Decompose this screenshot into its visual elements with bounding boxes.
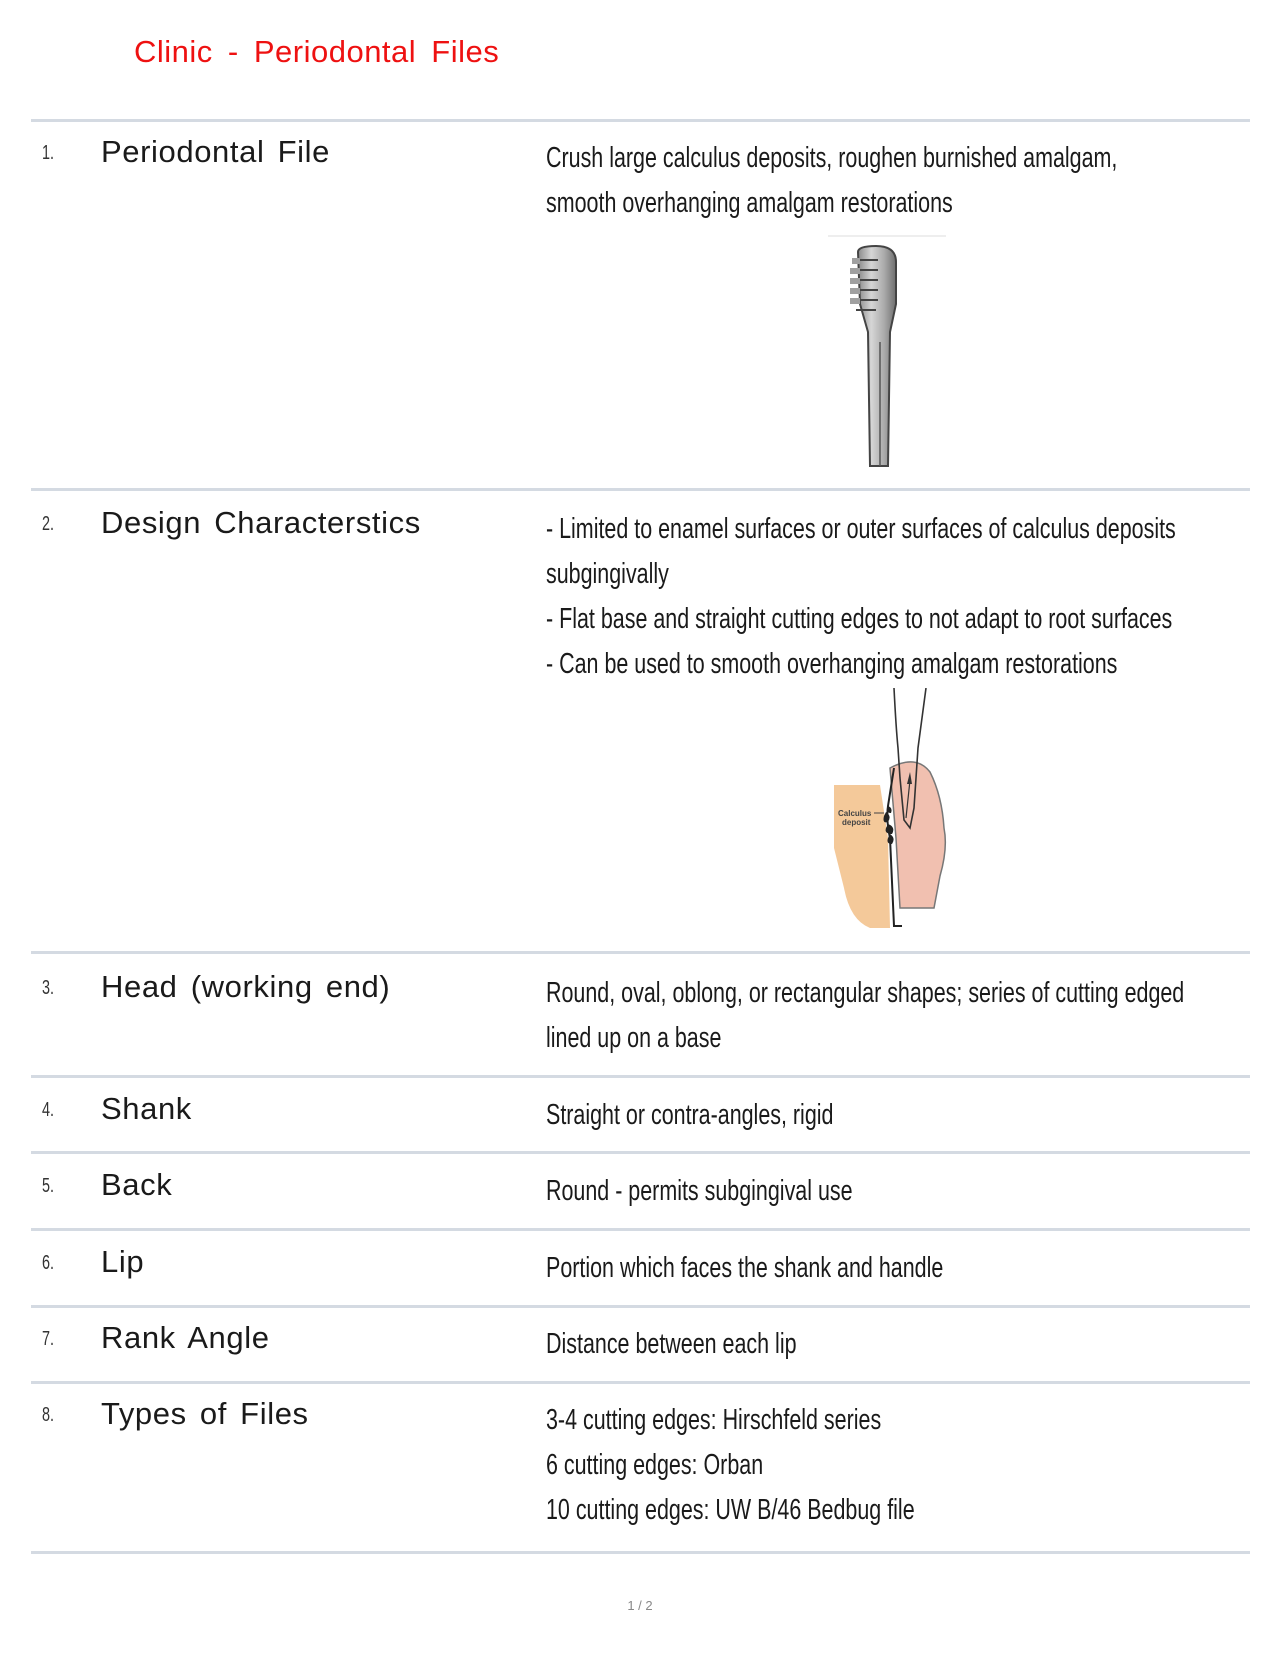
row-term: Design Characterstics (101, 505, 421, 540)
row-number: 5. (42, 1175, 55, 1197)
row-divider (31, 1305, 1250, 1308)
page-number: 1 / 2 (627, 1598, 653, 1613)
row-description (546, 507, 1212, 687)
file-on-calculus-deposit-illustration (830, 688, 960, 938)
description-line: 3-4 cutting edges: Hirschfeld series (546, 1404, 882, 1436)
calculus-deposit-label: Calculus (838, 809, 872, 818)
row-divider (31, 1551, 1250, 1554)
row-divider (31, 119, 1250, 122)
row-term: Shank (101, 1091, 192, 1126)
row-description (546, 1322, 1212, 1367)
row-description (546, 1169, 1212, 1214)
row-description (546, 1246, 1212, 1291)
row-number: 4. (42, 1099, 55, 1121)
description-line: smooth overhanging amalgam restorations (546, 187, 953, 219)
row-number: 1. (42, 142, 55, 164)
description-line: Distance between each lip (546, 1328, 797, 1360)
row-number: 7. (42, 1328, 55, 1350)
row-term: Types of Files (101, 1396, 309, 1431)
row-number: 3. (42, 977, 55, 999)
description-line: - Flat base and straight cutting edges to not adapt to root surfaces (546, 603, 1173, 635)
row-divider (31, 1381, 1250, 1384)
row-description (546, 971, 1212, 1061)
row-number: 2. (42, 513, 55, 535)
row-term: Lip (101, 1244, 145, 1279)
description-line: subgingivally (546, 558, 669, 590)
description-line: Portion which faces the shank and handle (546, 1252, 944, 1284)
row-divider (31, 951, 1250, 954)
description-line: Round - permits subgingival use (546, 1175, 853, 1207)
row-divider (31, 1151, 1250, 1154)
description-line: 10 cutting edges: UW B/46 Bedbug file (546, 1494, 915, 1526)
row-divider (31, 1075, 1250, 1078)
row-term: Rank Angle (101, 1320, 270, 1355)
document-title: Clinic - Periodontal Files (134, 34, 500, 69)
description-line: lined up on a base (546, 1022, 722, 1054)
row-divider (31, 1228, 1250, 1231)
row-description (546, 1398, 1212, 1533)
row-divider (31, 488, 1250, 491)
periodontal-file-tip-illustration (818, 222, 948, 477)
calculus-deposit-label: deposit (842, 818, 871, 827)
row-term: Head (working end) (101, 969, 391, 1004)
row-term: Periodontal File (101, 134, 330, 169)
row-number: 8. (42, 1404, 55, 1426)
row-term: Back (101, 1167, 173, 1202)
description-line: Round, oval, oblong, or rectangular shapes; series of cutting edged (546, 977, 1185, 1009)
description-line: Crush large calculus deposits, roughen burnished amalgam, (546, 142, 1118, 174)
description-line: - Limited to enamel surfaces or outer surfaces of calculus deposits (546, 513, 1176, 545)
description-line: 6 cutting edges: Orban (546, 1449, 764, 1481)
row-description (546, 136, 1212, 226)
row-description (546, 1093, 1212, 1138)
description-line: - Can be used to smooth overhanging amalgam restorations (546, 648, 1118, 680)
description-line: Straight or contra-angles, rigid (546, 1099, 834, 1131)
row-number: 6. (42, 1252, 55, 1274)
